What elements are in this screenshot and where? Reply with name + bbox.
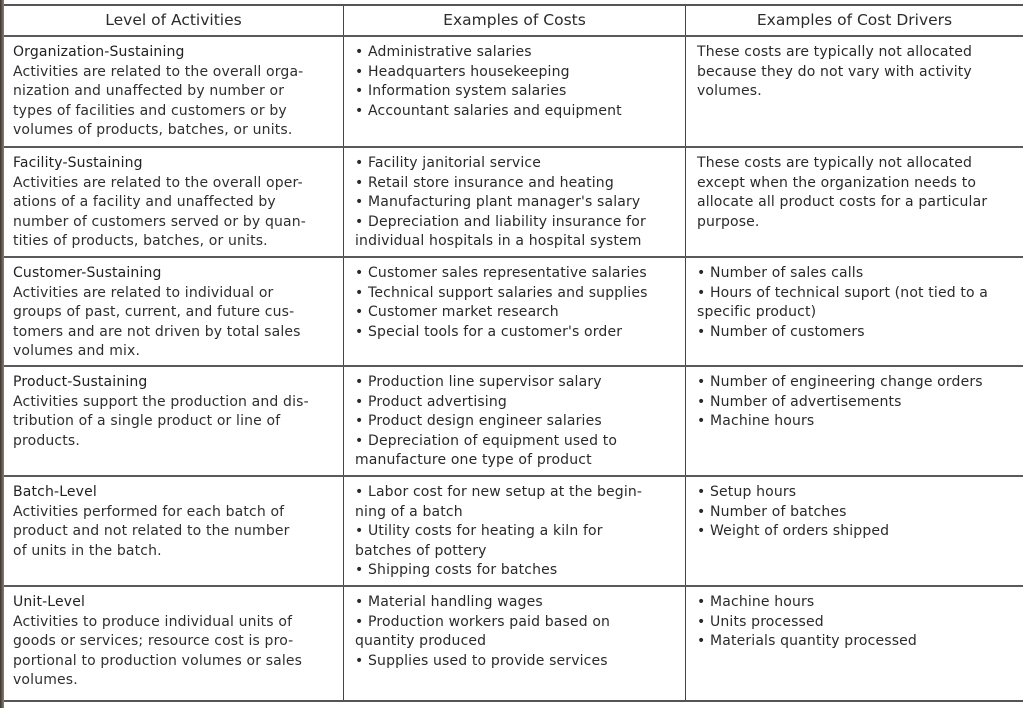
activity-level-description: Activities are related to the overall oper- ations of a facility and unaffected by number of customers served or by quan- tities of products, batches, or units.: [13, 174, 306, 250]
cost-drivers-cell: • Number of sales calls • Hours of technical suport (not tied to a specific product) • Number of customers: [697, 265, 989, 340]
cost-examples-cell: • Labor cost for new setup at the begin- ning of a batch • Utility costs for heating a kiln for batches of pottery • Shipping costs for batches: [355, 484, 643, 579]
cost-examples-cell: • Administrative salaries • Headquarters housekeeping • Information system salaries • Accountant salaries and equipment: [355, 44, 622, 119]
activity-level-title: Facility-Sustaining: [13, 155, 143, 171]
activity-level-cell: [8, 367, 342, 475]
activity-level-cell: [8, 587, 342, 698]
activity-levels-table: [4, 4, 1023, 702]
cost-examples-cell: • Material handling wages • Production workers paid based on quantity produced • Supplies used to provide services: [355, 594, 611, 669]
cost-drivers-cell: • Number of engineering change orders • Number of advertisements • Machine hours: [697, 374, 983, 430]
cost-drivers-cell: • Machine hours • Units processed • Materials quantity processed: [697, 594, 917, 650]
column-divider: [685, 6, 686, 700]
header-level-of-activities: Level of Activities: [105, 11, 242, 29]
activity-level-cell: [8, 477, 342, 585]
activity-level-title: Organization-Sustaining: [13, 44, 185, 60]
cost-drivers-cell: These costs are typically not allocated except when the organization needs to allocate all product costs for a particular purpose.: [697, 155, 988, 230]
activity-level-description: Activities to produce individual units of goods or services; resource cost is pro- portional to production volumes or sales volumes.: [13, 613, 303, 689]
activity-level-title: Unit-Level: [13, 594, 86, 610]
activity-level-title: Customer-Sustaining: [13, 265, 162, 281]
activity-level-description: Activities are related to the overall orga- nization and unaffected by number or types of facilities and customers or by volumes of products, batches, or units.: [13, 63, 304, 139]
activity-level-description: Activities performed for each batch of product and not related to the number of units in the batch.: [13, 503, 290, 559]
activity-level-description: Activities support the production and dis- tribution of a single product or line of products.: [13, 393, 309, 449]
activity-level-cell: [8, 37, 342, 146]
activity-level-description: Activities are related to individual or groups of past, current, and future cus- tomers and are not driven by total sales volumes and mix.: [13, 284, 301, 360]
activity-level-cell: [8, 148, 342, 256]
cost-drivers-cell: These costs are typically not allocated because they do not vary with activity volumes.: [697, 44, 973, 100]
cost-examples-cell: • Production line supervisor salary • Product advertising • Product design engineer salaries • Depreciation of equipment used to manufacture one type of product: [355, 374, 618, 469]
cost-examples-cell: • Facility janitorial service • Retail store insurance and heating • Manufacturing plant manager's salary • Depreciation and liability insurance for individual hospitals in a hospital system: [355, 155, 646, 250]
activity-level-title: Batch-Level: [13, 484, 97, 500]
header-examples-of-cost-drivers: Examples of Cost Drivers: [756, 11, 953, 29]
cost-drivers-cell: • Setup hours • Number of batches • Weight of orders shipped: [697, 484, 890, 540]
activity-level-cell: [8, 258, 342, 365]
cost-examples-cell: • Customer sales representative salaries • Technical support salaries and supplies • Customer market research • Special tools for a customer's order: [355, 265, 648, 340]
activity-level-title: Product-Sustaining: [13, 374, 148, 390]
column-divider: [343, 6, 344, 700]
header-examples-of-costs: Examples of Costs: [443, 11, 586, 29]
